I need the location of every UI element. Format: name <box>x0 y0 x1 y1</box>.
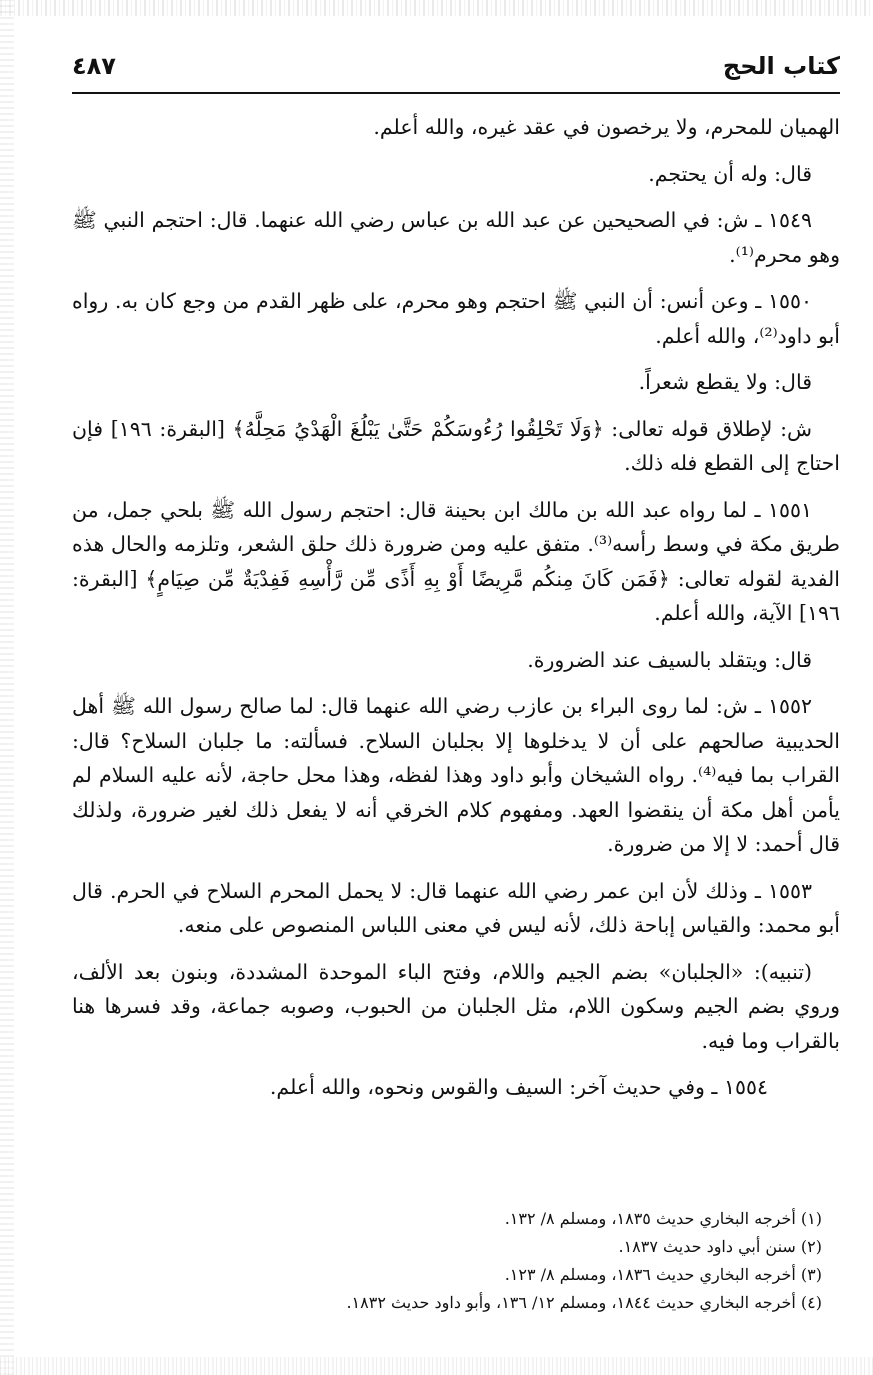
paragraph: ١٥٥٣ ـ وذلك لأن ابن عمر رضي الله عنهما قال: لا يحمل المحرم السلاح في الحرم. قال أبو محمد: والقياس إباحة ذلك، لأنه ليس في معنى اللباس المنصوص على منعه. <box>72 878 840 937</box>
paragraph: ١٥٥٢ ـ ش: لما روى البراء بن عازب رضي الله عنهما قال: لما صالح رسول الله ﷺ أهل الحديبية صالحهم على أن لا يدخلوها إلا بجلبان السلاح. فسألته: ما جلبان السلاح؟ قال: القراب بما فيه⁽⁴⁾. رواه الشيخان وأبو داود وهذا لفظه، وهذا محل حاجة، لأنه عليه السلام لم يأمن أهل مكة أن ينقضوا العهد. ومفهوم كلام الخرقي أنه لا يفعل ذلك لغير ضرورة، ولذلك قال أحمد: لا إلا من ضرورة. <box>72 694 840 856</box>
page-number: ٤٨٧ <box>72 52 116 80</box>
scan-noise-top <box>0 0 873 16</box>
page-header <box>72 50 840 94</box>
paragraph: ١٥٤٩ ـ ش: في الصحيحين عن عبد الله بن عباس رضي الله عنهما. قال: احتجم النبي ﷺ وهو محرم⁽¹⁾. <box>72 208 840 267</box>
paragraph: ١٥٥١ ـ لما رواه عبد الله بن مالك ابن بحينة قال: احتجم رسول الله ﷺ بلحي جمل، من طريق مكة في وسط رأسه⁽³⁾. متفق عليه ومن ضرورة ذلك حلق الشعر، وتلزمه والحال هذه الفدية لقوله تعالى: ﴿فَمَن كَانَ مِنكُم مَّرِيضًا أَوْ بِهِ أَذًى مِّن رَّأْسِهِ فَفِدْيَةٌ مِّن صِيَامٍ﴾ [البقرة: ١٩٦] الآية، والله أعلم. <box>72 497 840 625</box>
footnotes <box>72 1205 840 1317</box>
paragraph: ١٥٥٤ ـ وفي حديث آخر: السيف والقوس ونحوه، والله أعلم. <box>269 1075 768 1099</box>
footnote: (٢) سنن أبي داود حديث ١٨٣٧. <box>618 1237 822 1256</box>
paragraph: ش: لإطلاق قوله تعالى: ﴿وَلَا تَحْلِقُوا رُءُوسَكُمْ حَتَّىٰ يَبْلُغَ الْهَدْيُ مَحِلَّهُ﴾ [البقرة: ١٩٦] فإن احتاج إلى القطع فله ذلك. <box>72 416 840 475</box>
paragraph: قال: وله أن يحتجم. <box>648 161 812 186</box>
paragraph: الهميان للمحرم، ولا يرخصون في عقد غيره، والله أعلم. <box>373 115 840 139</box>
running-head: كتاب الحج <box>722 52 840 80</box>
paragraph: ١٥٥٠ ـ وعن أنس: أن النبي ﷺ احتجم وهو محرم، على ظهر القدم من وجع كان به. رواه أبو داود⁽²⁾، والله أعلم. <box>72 289 840 348</box>
scan-noise-bottom <box>0 1357 873 1375</box>
footnote: (٤) أخرجه البخاري حديث ١٨٤٤، ومسلم ١٢/ ١٣٦، وأبو داود حديث ١٨٣٢. <box>346 1293 822 1312</box>
paragraph: قال: ويتقلد بالسيف عند الضرورة. <box>527 647 812 672</box>
paragraph: قال: ولا يقطع شعراً. <box>638 370 812 394</box>
main-text <box>72 110 840 1117</box>
scan-noise-side <box>0 0 14 1375</box>
paragraph: (تنبيه): «الجلبان» بضم الجيم واللام، وفتح الباء الموحدة المشددة، وبنون بعد الألف، وروي بضم الجيم وسكون اللام، مثل الجلبان من الحبوب، وصوبه جماعة، وقد فسرها هنا بالقراب وما فيه. <box>72 959 840 1053</box>
footnote: (١) أخرجه البخاري حديث ١٨٣٥، ومسلم ٨/ ١٣٢. <box>504 1209 822 1228</box>
footnote: (٣) أخرجه البخاري حديث ١٨٣٦، ومسلم ٨/ ١٢٣. <box>504 1265 822 1284</box>
